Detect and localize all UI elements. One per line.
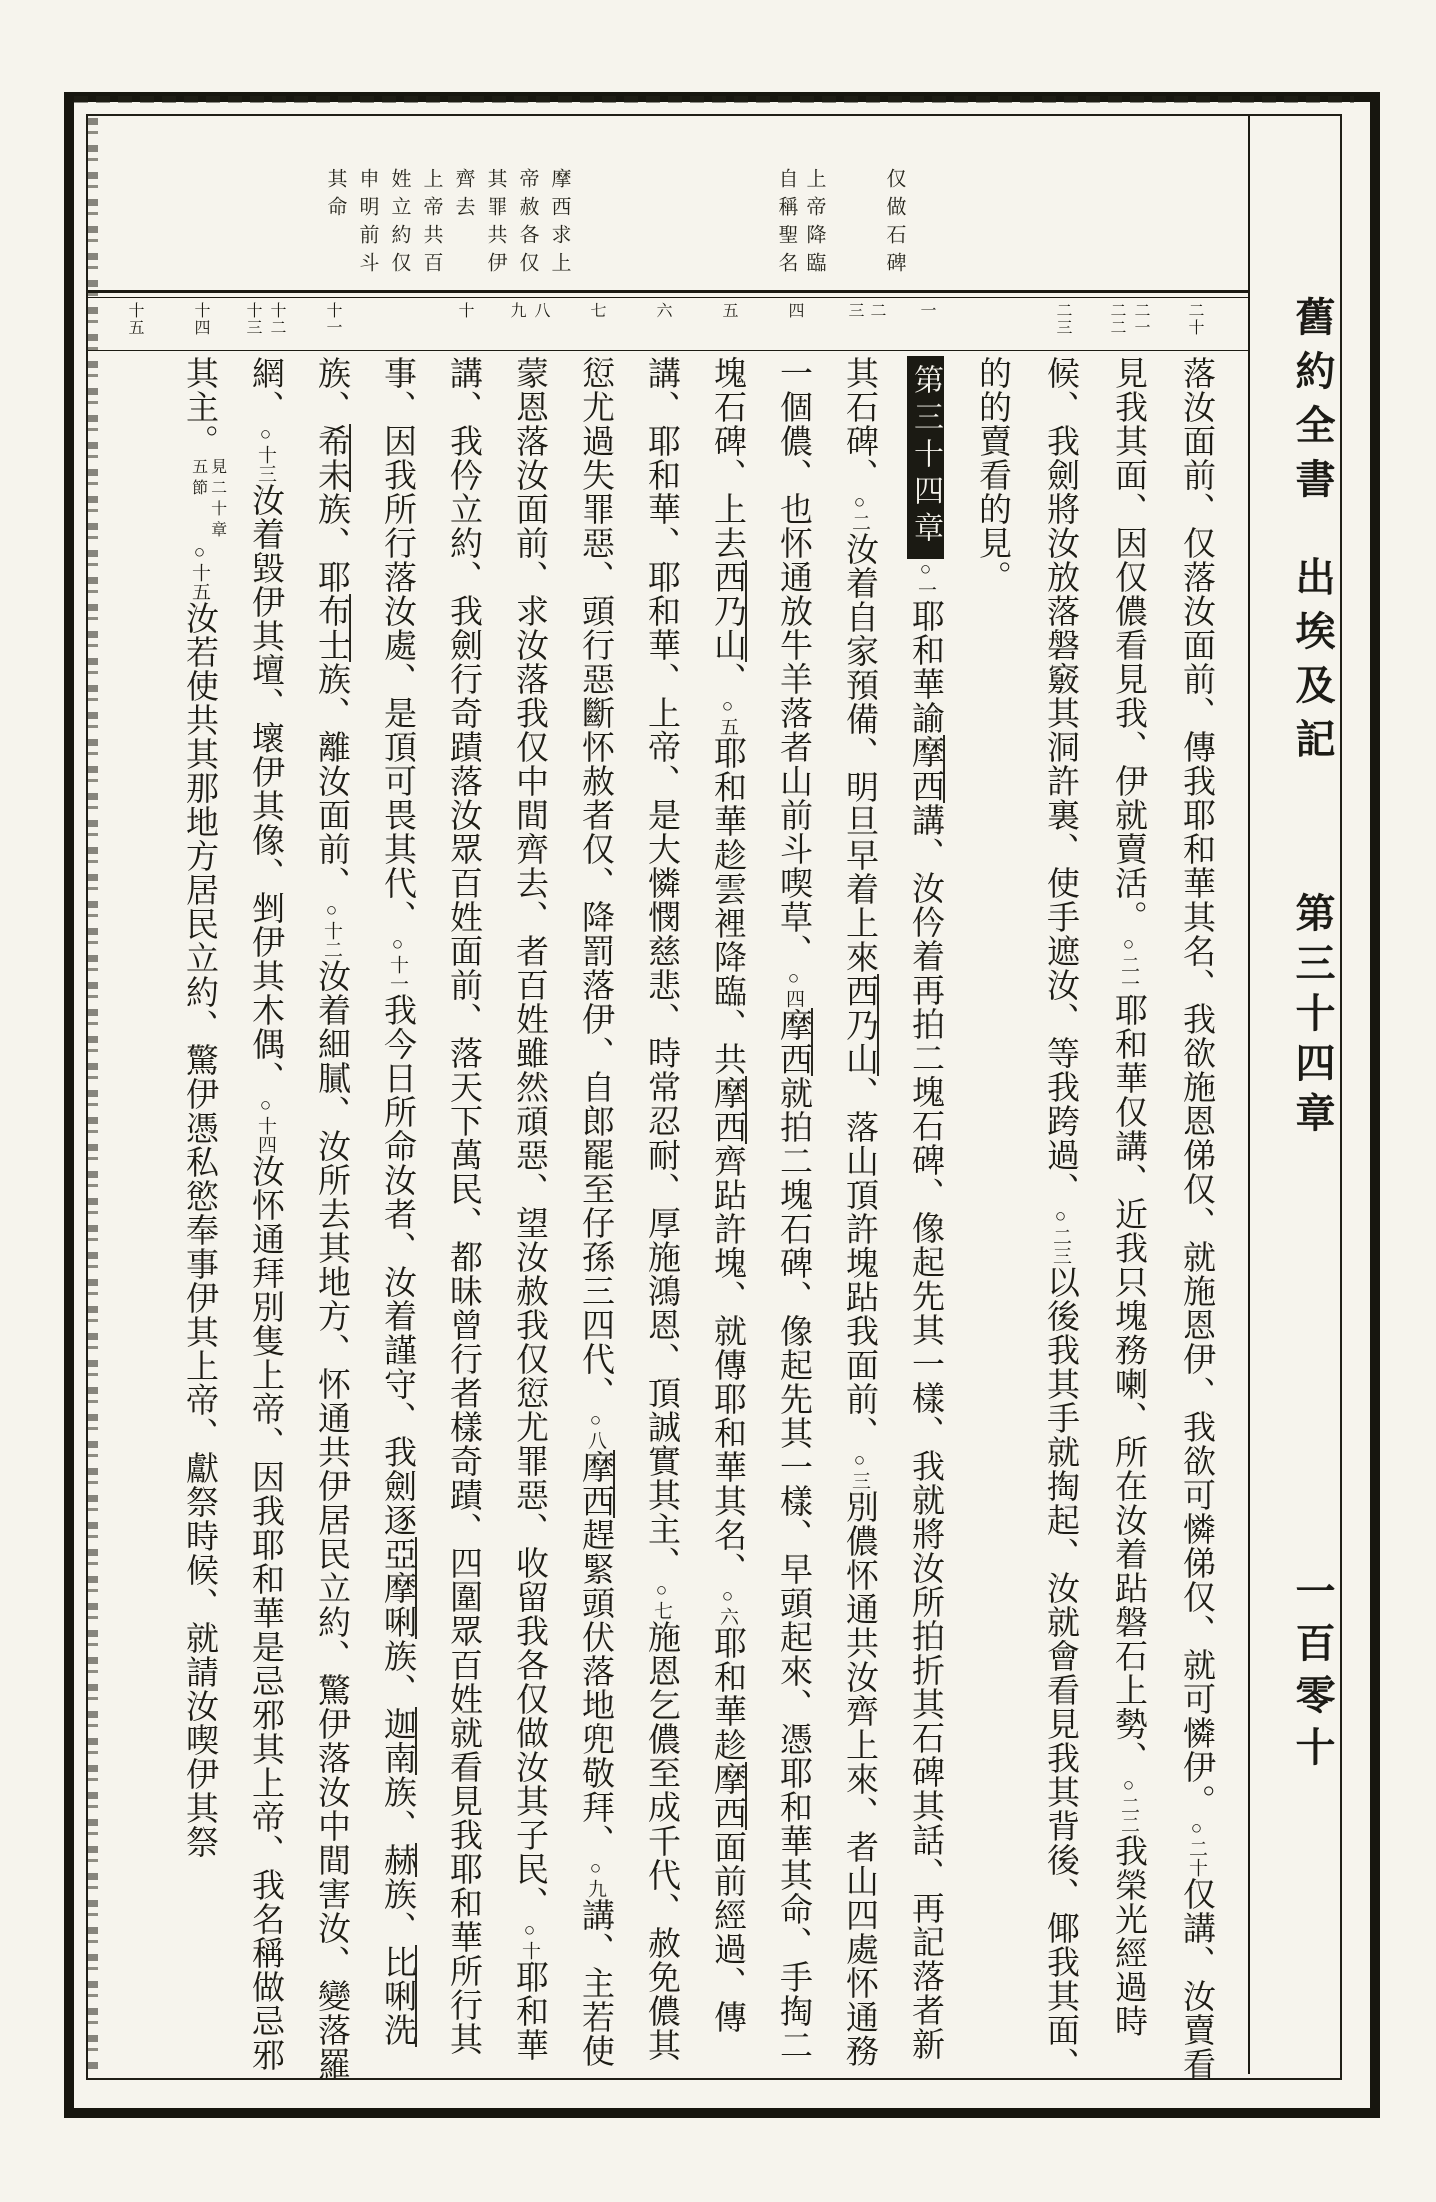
verse-marker: ○二一 xyxy=(1118,934,1139,993)
margin-note: 其罪共伊 xyxy=(484,168,506,280)
text-run: 面前經過、傳講、耶和華、耶和華、上帝、是大憐憫慈悲、時常忍耐、厚施鴻恩、 xyxy=(643,356,745,2034)
text-run: 汝着自家預備、明旦早着上來 xyxy=(841,532,877,974)
proper-name: 摩西 xyxy=(709,1762,745,1830)
proper-name: 摩西 xyxy=(577,1450,613,1518)
section-title: 出埃及記 xyxy=(1290,556,1335,772)
text-run: 我榮光 xyxy=(1110,1834,1146,1936)
margin-note: 自稱聖名 xyxy=(775,168,797,280)
verse-band-number: 十二 xyxy=(268,302,285,336)
verse-marker: ○十 xyxy=(519,1920,540,1960)
text-run: 落汝面前、仅落汝面前、傳我耶和華其名、我欲施恩俤仅、就施恩伊、我欲可憐俤仅、就可憐伊。 xyxy=(1178,356,1214,1818)
proper-name: 摩西 xyxy=(907,735,943,803)
verse-marker: ○五 xyxy=(717,696,738,736)
verse-band-number: 五 xyxy=(720,302,737,319)
cross-reference-note: 見二十章五節 xyxy=(189,458,226,542)
text-run: 着毀伊其壇、壞伊其像、剉伊其木偶、 xyxy=(247,517,283,1095)
text-run: 頂誠實其主、 xyxy=(643,1376,679,1580)
text-run: 耶和華諭 xyxy=(907,599,943,735)
verse-marker: ○十一 xyxy=(387,934,408,993)
verse-band-number: 九 xyxy=(508,302,525,319)
text-run: 趕緊頭伏落地兜敬拜、 xyxy=(577,1518,613,1858)
verse-band-number: 一 xyxy=(918,302,935,319)
margin-note: 上帝共百 xyxy=(420,168,442,280)
text-run: 汝怀通拜別隻上帝、因我耶和華是忌邪其上帝、我名稱做忌邪 xyxy=(247,1154,283,2072)
title-column-separator xyxy=(1248,116,1250,2074)
text-run: 上來、者山四處怀通務一個儂、也怀通放牛羊落者山前斗喫草、 xyxy=(775,356,877,2068)
verse-band-number: 二 xyxy=(868,302,885,319)
text-run: 族、 xyxy=(379,1775,415,1843)
verse-band-number: 十一 xyxy=(324,302,341,336)
proper-name: 布士 xyxy=(313,594,349,662)
text-run: 眾百姓面前、落天下萬民、都昧曾行者樣奇蹟、四圍眾百姓就看見我耶和華所行其事、因我所行落 xyxy=(379,356,481,2056)
proper-name: 亞摩唎 xyxy=(379,1537,415,1639)
verse-band-number: 六 xyxy=(654,302,671,319)
verse-marker: ○二十 xyxy=(1186,1818,1207,1877)
text-run: 汝 xyxy=(247,483,283,517)
text-run: 、 xyxy=(709,662,745,696)
text-run: 經過時候、我劍將汝放落磐竅其洞許裏、使手遮汝、等我跨過、 xyxy=(1042,356,1146,2038)
margin-note: 申明前斗 xyxy=(356,168,378,280)
text-run: 汝着細膩、汝所去其地方、怀通共伊居民立約、驚伊落汝中間害汝、變落羅網、 xyxy=(247,356,349,2081)
text-run: 耶和華趁 xyxy=(709,1626,745,1762)
text-run: 講、汝仱着再拍二塊石碑、像起先其一樣、我就將汝所拍折其石碑其話、 xyxy=(907,803,943,1891)
verse-marker: ○一 xyxy=(915,559,936,599)
verse-band-number: 七 xyxy=(588,302,605,319)
text-run: 、落山頂許塊跕我面前、 xyxy=(841,1076,877,1450)
proper-name: 比唎洗 xyxy=(379,1945,415,2047)
verse-band-number: 二三 xyxy=(1054,302,1071,336)
book-title: 舊約全書 xyxy=(1290,296,1335,512)
scan-top-noise xyxy=(74,96,1354,103)
proper-name: 摩西 xyxy=(709,1076,745,1144)
proper-name: 西乃山 xyxy=(709,560,745,662)
text-run: 別儂怀通共汝齊 xyxy=(841,1490,877,1728)
verse-band-number: 三 xyxy=(846,302,863,319)
chapter-heading-inverted: 第三十四章 xyxy=(907,356,944,559)
text-run: 賣看見我其面、因仅儂看見我、伊就賣活。 xyxy=(1110,356,1214,2081)
margin-note: 其命 xyxy=(324,168,346,224)
scan-edge-noise xyxy=(88,118,98,2072)
margin-note: 仅做石碑 xyxy=(883,168,905,280)
verse-band-rule xyxy=(88,350,1248,351)
text-run: 族、耶 xyxy=(313,492,349,594)
proper-name: 迦南 xyxy=(379,1707,415,1775)
text-run: 講、主若使蒙恩落汝面前、求汝落我仅中間齊去、者百 xyxy=(511,356,613,2068)
text-run: 汝處、是頂可畏其代、 xyxy=(379,594,415,934)
text-run: 其主。 xyxy=(181,356,217,458)
header-rule-thick xyxy=(88,290,1248,293)
text-run: 樣、早頭起來、憑耶和華其命、手掏二塊石碑、上去 xyxy=(709,356,811,2062)
proper-name: 希未 xyxy=(313,424,349,492)
verse-marker: ○十二 xyxy=(321,900,342,959)
scripture-text-exodus-33 xyxy=(958,356,1230,2092)
margin-note: 上帝降臨 xyxy=(803,168,825,280)
text-run: 齊跕許塊、就傳 xyxy=(709,1144,745,1382)
verse-band-number: 二一 xyxy=(1132,302,1149,336)
text-run: 耶和華其名、 xyxy=(709,1382,745,1586)
verse-marker: ○二二 xyxy=(1118,1775,1139,1834)
chapter-title: 第三十四章 xyxy=(1290,892,1335,1142)
header-rule-thin xyxy=(88,297,1248,298)
proper-name: 西乃山 xyxy=(841,974,877,1076)
page-number: 一百零十 xyxy=(1290,1570,1335,1778)
text-run: 施恩乞儂至成千代、赦免儂其愆尤過失罪惡、頭行惡斷怀赦者仅、降罰落伊、自郎 xyxy=(577,356,679,2062)
scripture-text-exodus-34 xyxy=(100,356,958,2092)
verse-marker: ○三 xyxy=(849,1450,870,1490)
verse-marker: ○十四 xyxy=(255,1095,276,1154)
verse-band-number: 十五 xyxy=(126,302,143,336)
text-run: 罷至仔孫三四代、 xyxy=(577,1138,613,1410)
proper-name: 赫 xyxy=(379,1843,415,1877)
margin-note: 摩西求上 xyxy=(548,168,570,280)
text-run: 族、離汝面前、 xyxy=(313,662,349,900)
verse-band-number: 四 xyxy=(786,302,803,319)
verse-marker: ○十三 xyxy=(255,424,276,483)
text-run: 汝若使共其那地方居民立約、驚伊憑私慾奉事伊其上帝、獻祭時候、就請汝喫伊其祭 xyxy=(181,601,217,1859)
verse-marker: ○二 xyxy=(849,492,870,532)
text-run: 再記落者新其石碑、 xyxy=(841,356,943,2061)
text-run: 背後、倻我其面、的的賣看的見。 xyxy=(974,356,1078,2081)
text-run: 族、 xyxy=(379,1639,415,1707)
margin-note: 齊去 xyxy=(452,168,474,224)
verse-marker: ○十五 xyxy=(189,542,210,601)
verse-marker: ○七 xyxy=(651,1580,672,1620)
verse-marker: ○六 xyxy=(717,1586,738,1626)
text-run: 族、 xyxy=(379,1877,415,1945)
verse-band-number: 十 xyxy=(456,302,473,319)
margin-note: 帝赦各仅 xyxy=(516,168,538,280)
verse-marker: ○九 xyxy=(585,1858,606,1898)
text-run: 我今日所命汝者、汝着謹守、我劍逐 xyxy=(379,993,415,1537)
text-run: 耶和華講、我仱立約、我劍行奇蹟落汝 xyxy=(445,356,547,2062)
text-run: 以後我其手就掏起、汝就會看見我其 xyxy=(1042,1265,1078,1809)
verse-band-number: 十三 xyxy=(244,302,261,336)
text-run: 姓雖然頑惡、望汝赦我仅愆尤罪惡、收留我各仅做汝其子民、 xyxy=(511,1002,547,1920)
text-run: 耶和華趁雲裡降臨、共 xyxy=(709,736,745,1076)
text-run: 族、 xyxy=(313,356,349,424)
proper-name: 摩西 xyxy=(775,1008,811,1076)
text-run: 仅講、汝 xyxy=(1178,1877,1214,2013)
text-run: 就拍二塊石碑、像起先其一 xyxy=(775,1076,811,1484)
verse-marker: ○八 xyxy=(585,1410,606,1450)
verse-band-number: 二十 xyxy=(1186,302,1203,336)
margin-note: 姓立約仅 xyxy=(388,168,410,280)
verse-marker: ○四 xyxy=(783,968,804,1008)
text-run: 耶和華仅講、近我只塊務喇、所在汝着跕磐石上勢、 xyxy=(1110,993,1146,1775)
verse-band-number: 二二 xyxy=(1108,302,1125,336)
verse-band-number: 八 xyxy=(532,302,549,319)
verse-band-number: 十四 xyxy=(192,302,209,336)
verse-marker: ○二三 xyxy=(1050,1206,1071,1265)
